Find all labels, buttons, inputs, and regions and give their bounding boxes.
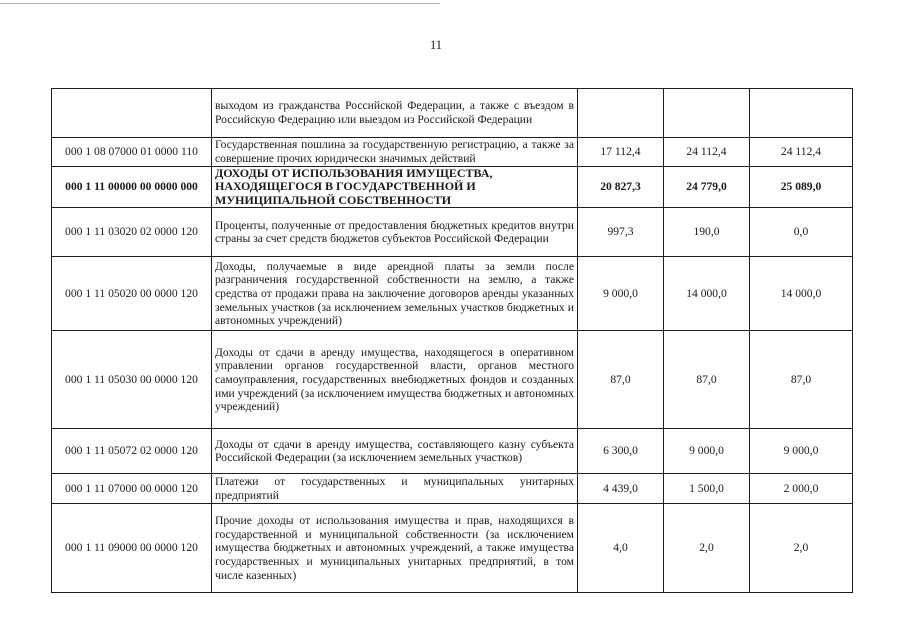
row-code: 000 1 11 07000 00 0000 120 bbox=[52, 474, 212, 504]
table-row bbox=[52, 331, 853, 429]
row-value-2 bbox=[664, 89, 750, 138]
row-code: 000 1 11 05020 00 0000 120 bbox=[52, 257, 212, 331]
page-number: 11 bbox=[430, 38, 443, 52]
row-name: Государственная пошлина за государственную регистрацию, а также за совершение прочих юридически значимых действий bbox=[212, 138, 578, 167]
row-value-3: 24 112,4 bbox=[750, 138, 853, 167]
row-code: 000 1 11 00000 00 0000 000 bbox=[52, 167, 212, 208]
table-row bbox=[52, 138, 853, 167]
row-value-2: 1 500,0 bbox=[664, 474, 750, 504]
row-value-1: 997,3 bbox=[578, 208, 664, 257]
row-value-3: 14 000,0 bbox=[750, 257, 853, 331]
row-value-1: 4,0 bbox=[578, 504, 664, 593]
table-row-section bbox=[52, 167, 853, 208]
row-value-2: 190,0 bbox=[664, 208, 750, 257]
row-value-2: 9 000,0 bbox=[664, 429, 750, 474]
row-value-3: 9 000,0 bbox=[750, 429, 853, 474]
row-name: Проценты, полученные от предоставления бюджетных кредитов внутри страны за счет средств бюджетов субъектов Российской Федерации bbox=[212, 208, 578, 257]
row-name: Доходы от сдачи в аренду имущества, находящегося в оперативном управлении органов государственной власти, органов местного самоуправления, государственных внебюджетных фондов и созданных ими учреждений (за исключением имущества бюджетных и автономных учреждений) bbox=[212, 331, 578, 429]
row-value-3: 2,0 bbox=[750, 504, 853, 593]
row-name: выходом из гражданства Российской Федерации, а также с въездом в Российскую Федерацию или выездом из Российской Федерации bbox=[212, 89, 578, 138]
row-value-3: 87,0 bbox=[750, 331, 853, 429]
row-value-1: 4 439,0 bbox=[578, 474, 664, 504]
table-row bbox=[52, 208, 853, 257]
row-code: 000 1 11 03020 02 0000 120 bbox=[52, 208, 212, 257]
row-value-3 bbox=[750, 89, 853, 138]
row-value-3: 2 000,0 bbox=[750, 474, 853, 504]
row-value-1: 87,0 bbox=[578, 331, 664, 429]
row-code: 000 1 08 07000 01 0000 110 bbox=[52, 138, 212, 167]
row-value-1: 9 000,0 bbox=[578, 257, 664, 331]
row-value-2: 87,0 bbox=[664, 331, 750, 429]
row-code: 000 1 11 05030 00 0000 120 bbox=[52, 331, 212, 429]
row-value-2: 14 000,0 bbox=[664, 257, 750, 331]
table-row bbox=[52, 429, 853, 474]
top-edge-line bbox=[0, 3, 440, 4]
row-code: 000 1 11 05072 02 0000 120 bbox=[52, 429, 212, 474]
row-code: 000 1 11 09000 00 0000 120 bbox=[52, 504, 212, 593]
table-row bbox=[52, 89, 853, 138]
row-name: Доходы от сдачи в аренду имущества, составляющего казну субъекта Российской Федерации (за исключением земельных участков) bbox=[212, 429, 578, 474]
row-name: Платежи от государственных и муниципальных унитарных предприятий bbox=[212, 474, 578, 504]
row-value-1: 17 112,4 bbox=[578, 138, 664, 167]
row-name: ДОХОДЫ ОТ ИСПОЛЬЗОВАНИЯ ИМУЩЕСТВА, НАХОДЯЩЕГОСЯ В ГОСУДАРСТВЕННОЙ И МУНИЦИПАЛЬНОЙ СОБСТВЕННОСТИ bbox=[212, 167, 578, 208]
row-value-2: 2,0 bbox=[664, 504, 750, 593]
row-value-3: 0,0 bbox=[750, 208, 853, 257]
table-row bbox=[52, 257, 853, 331]
revenue-table bbox=[51, 88, 853, 593]
row-value-1: 20 827,3 bbox=[578, 167, 664, 208]
table-row bbox=[52, 474, 853, 504]
table-row bbox=[52, 504, 853, 593]
row-value-3: 25 089,0 bbox=[750, 167, 853, 208]
row-name: Прочие доходы от использования имущества и прав, находящихся в государственной и муниципальной собственности (за исключением имущества бюджетных и автономных учреждений, а также имущества государственных и муниципальных унитарных предприятий, в том числе казенных) bbox=[212, 504, 578, 593]
row-name: Доходы, получаемые в виде арендной платы за земли после разграничения государственной собственности на землю, а также средства от продажи права на заключение договоров аренды указанных земельных участков (за исключением земельных участков бюджетных и автономных учреждений) bbox=[212, 257, 578, 331]
row-value-2: 24 112,4 bbox=[664, 138, 750, 167]
row-value-2: 24 779,0 bbox=[664, 167, 750, 208]
row-value-1 bbox=[578, 89, 664, 138]
row-value-1: 6 300,0 bbox=[578, 429, 664, 474]
row-code bbox=[52, 89, 212, 138]
